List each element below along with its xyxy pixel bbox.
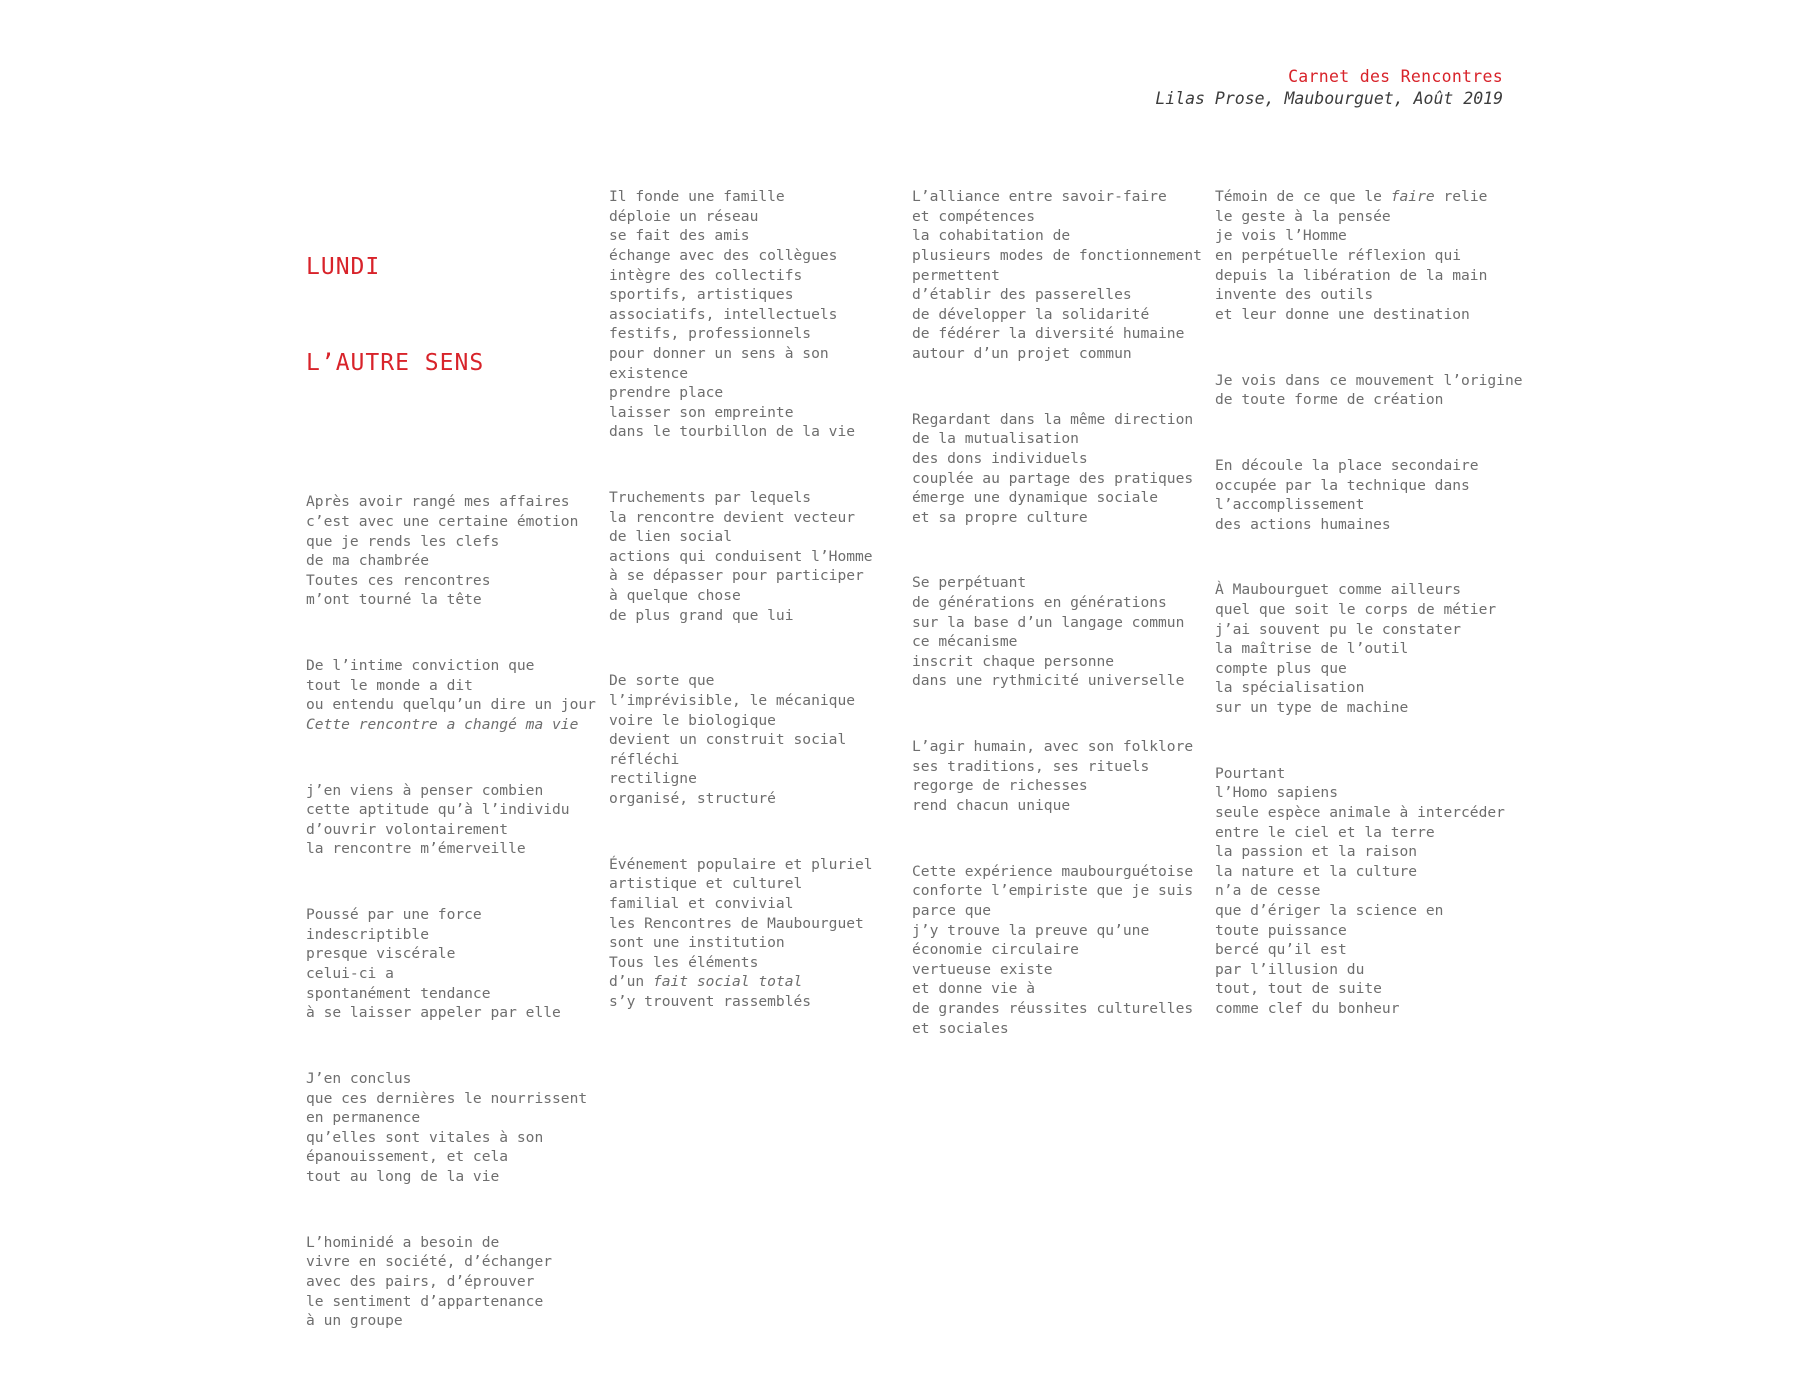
line: pour donner un sens à son — [609, 344, 829, 362]
line: à se laisser appeler par elle — [306, 1004, 561, 1022]
line: déploie un réseau — [609, 207, 759, 225]
line: épanouissement, et cela — [306, 1148, 509, 1166]
line: Tous les éléments — [609, 953, 759, 971]
line: rectiligne — [609, 770, 697, 788]
line: la rencontre m’émerveille — [306, 840, 526, 858]
line: à un groupe — [306, 1312, 403, 1330]
line: J’en conclus — [306, 1070, 412, 1087]
line: à quelque chose — [609, 587, 741, 605]
stanza — [1215, 580, 1518, 717]
edition-line: Lilas Prose, Maubourguet, Août 2019 — [1155, 89, 1503, 108]
line: de plus grand que lui — [609, 606, 794, 624]
line: réfléchi — [609, 750, 680, 768]
line: et sa propre culture — [912, 508, 1088, 526]
italic-word: faire — [1390, 188, 1435, 206]
mixed-line — [609, 972, 912, 992]
line: de la mutualisation — [912, 430, 1079, 448]
line: s’y trouvent rassemblés — [609, 992, 812, 1010]
line: autour d’un projet commun — [912, 344, 1132, 362]
line: tout le monde a dit — [306, 676, 473, 694]
line: se fait des amis — [609, 227, 750, 245]
line: et compétences — [912, 207, 1036, 225]
line: d’établir des passerelles — [912, 286, 1132, 304]
line: que ces dernières le nourrissent — [306, 1089, 588, 1107]
page-header — [1155, 66, 1503, 110]
poem-columns — [306, 148, 1523, 1377]
line: de toute forme de création — [1215, 391, 1444, 409]
line: regorge de richesses — [912, 777, 1088, 795]
stanza — [912, 410, 1215, 528]
line: inscrit chaque personne — [912, 652, 1115, 670]
line: entre le ciel et la terre — [1215, 823, 1435, 841]
line: n’a de cesse — [1215, 882, 1321, 900]
line: c’est avec une certaine émotion — [306, 512, 579, 530]
line: tout au long de la vie — [306, 1167, 500, 1185]
line: Poussé par une force — [306, 906, 482, 924]
column-3 — [912, 148, 1215, 1377]
title-subtitle: L’AUTRE SENS — [306, 350, 485, 377]
line: le geste à la pensée — [1215, 207, 1391, 225]
line: je vois l’Homme — [1215, 227, 1347, 245]
line: ou entendu quelqu’un dire un jour — [306, 696, 596, 714]
stanza — [306, 492, 609, 610]
line: la maîtrise de l’outil — [1215, 640, 1409, 658]
line: L’alliance entre savoir-faire — [912, 188, 1167, 206]
line: bercé qu’il est — [1215, 941, 1347, 959]
line: dans une rythmicité universelle — [912, 672, 1185, 690]
italic-phrase: fait social total — [652, 973, 803, 991]
line: Regardant dans la même direction — [912, 410, 1194, 428]
line: j’en viens à penser combien — [306, 781, 544, 799]
line: sportifs, artistiques — [609, 286, 794, 304]
line: économie circulaire — [912, 941, 1079, 959]
line: rend chacun unique — [912, 797, 1071, 814]
line: De l’intime conviction que — [306, 657, 535, 675]
line: Après avoir rangé mes affaires — [306, 493, 570, 511]
line: ses traditions, ses rituels — [912, 757, 1150, 775]
line: festifs, professionnels — [609, 325, 812, 343]
text-part: relie — [1434, 188, 1488, 206]
line: invente des outils — [1215, 286, 1374, 304]
line: celui-ci a — [306, 965, 394, 983]
line: d’ouvrir volontairement — [306, 820, 509, 838]
line: L’agir humain, avec son folklore — [912, 738, 1194, 756]
line: conforte l’empiriste que je suis — [912, 882, 1194, 900]
line: qu’elles sont vitales à son — [306, 1128, 544, 1146]
line: des actions humaines — [1215, 515, 1391, 533]
poem-title — [306, 187, 609, 443]
line: le sentiment d’appartenance — [306, 1292, 544, 1310]
line: des dons individuels — [912, 449, 1088, 467]
line: échange avec des collègues — [609, 246, 838, 264]
line: presque viscérale — [306, 945, 456, 963]
line: actions qui conduisent l’Homme — [609, 547, 873, 565]
line: par l’illusion du — [1215, 960, 1365, 978]
stanza — [306, 905, 609, 1023]
italic-line: Cette rencontre a changé ma vie — [306, 715, 579, 733]
line: Se perpétuant — [912, 574, 1027, 592]
line: intègre des collectifs — [609, 266, 803, 284]
stanza — [609, 488, 912, 625]
line: de grandes réussites culturelles — [912, 999, 1194, 1017]
title-day: LUNDI — [306, 254, 381, 281]
line: associatifs, intellectuels — [609, 305, 838, 323]
stanza — [912, 862, 1215, 1038]
line: permettent — [912, 266, 1000, 284]
line: Toutes ces rencontres — [306, 571, 491, 589]
line: et donne vie à — [912, 980, 1036, 998]
mixed-line — [1215, 187, 1518, 207]
line: de développer la solidarité — [912, 305, 1150, 323]
line: toute puissance — [1215, 921, 1347, 939]
line: l’imprévisible, le mécanique — [609, 692, 856, 710]
line: plusieurs modes de fonctionnement — [912, 246, 1202, 264]
line: et sociales — [912, 1019, 1009, 1037]
line: Il fonde une famille — [609, 188, 785, 206]
line: tout, tout de suite — [1215, 980, 1382, 998]
stanza — [609, 187, 912, 442]
line: et leur donne une destination — [1215, 305, 1470, 323]
line: À Maubourguet comme ailleurs — [1215, 581, 1462, 599]
line: dans le tourbillon de la vie — [609, 423, 856, 441]
line: existence — [609, 364, 689, 382]
stanza — [1215, 371, 1523, 410]
line: j’y trouve la preuve qu’une — [912, 921, 1150, 939]
stanza — [306, 781, 609, 859]
line: Je vois dans ce mouvement l’origine — [1215, 371, 1523, 389]
line: De sorte que — [609, 672, 715, 690]
line: avec des pairs, d’éprouver — [306, 1272, 535, 1290]
line: de ma chambrée — [306, 552, 430, 570]
line: comme clef du bonheur — [1215, 999, 1400, 1017]
column-2 — [609, 148, 912, 1377]
stanza — [912, 187, 1215, 363]
line: depuis la libération de la main — [1215, 266, 1488, 284]
line: voire le biologique — [609, 711, 776, 729]
line: la cohabitation de — [912, 227, 1071, 245]
line: quel que soit le corps de métier — [1215, 601, 1497, 619]
stanza — [912, 737, 1215, 815]
line: laisser son empreinte — [609, 403, 794, 421]
line: en permanence — [306, 1109, 421, 1127]
line: parce que — [912, 901, 992, 919]
line: la nature et la culture — [1215, 862, 1418, 880]
line: spontanément tendance — [306, 984, 491, 1002]
line: de lien social — [609, 528, 733, 546]
line: en perpétuelle réflexion qui — [1215, 246, 1462, 264]
stanza — [912, 573, 1215, 691]
line: de fédérer la diversité humaine — [912, 325, 1185, 343]
stanza — [609, 671, 912, 808]
line: j’ai souvent pu le constater — [1215, 620, 1462, 638]
stanza — [1215, 764, 1518, 1019]
line: m’ont tourné la tête — [306, 591, 482, 609]
line: sur un type de machine — [1215, 699, 1409, 717]
line: cette aptitude qu’à l’individu — [306, 801, 570, 819]
line: la passion et la raison — [1215, 843, 1418, 861]
line: l’accomplissement — [1215, 496, 1365, 514]
line: devient un construit social — [609, 731, 847, 749]
text-part: d’un — [609, 973, 653, 991]
line: compte plus que — [1215, 659, 1347, 677]
line: familial et convivial — [609, 894, 794, 912]
line: Cette expérience maubourguétoise — [912, 862, 1194, 880]
line: sont une institution — [609, 934, 785, 952]
text-part: Témoin de ce que le — [1215, 188, 1391, 206]
line: vivre en société, d’échanger — [306, 1253, 553, 1271]
line: que je rends les clefs — [306, 532, 500, 550]
line: organisé, structuré — [609, 790, 776, 807]
column-1 — [306, 148, 609, 1377]
line: L’hominidé a besoin de — [306, 1233, 500, 1251]
line: Truchements par lequels — [609, 489, 812, 507]
line: de générations en générations — [912, 594, 1167, 612]
line: la spécialisation — [1215, 679, 1365, 697]
line: couplée au partage des pratiques — [912, 469, 1194, 487]
line: que d’ériger la science en — [1215, 901, 1444, 919]
journal-title: Carnet des Rencontres — [1288, 67, 1503, 86]
line: ce mécanisme — [912, 633, 1018, 651]
line: sur la base d’un langage commun — [912, 613, 1185, 631]
stanza — [306, 1069, 609, 1187]
line: émerge une dynamique sociale — [912, 489, 1159, 507]
line: seule espèce animale à intercéder — [1215, 804, 1505, 821]
column-4 — [1215, 148, 1523, 1377]
stanza — [1215, 187, 1518, 324]
line: Événement populaire et pluriel — [609, 855, 873, 873]
line: En découle la place secondaire — [1215, 456, 1479, 474]
line: indescriptible — [306, 925, 430, 943]
line: vertueuse existe — [912, 960, 1053, 978]
line: la rencontre devient vecteur — [609, 508, 856, 526]
line: occupée par la technique dans — [1215, 476, 1470, 494]
line: les Rencontres de Maubourguet — [609, 914, 864, 932]
stanza — [609, 855, 912, 1012]
line: prendre place — [609, 384, 724, 402]
line: à se dépasser pour participer — [609, 567, 864, 585]
stanza — [1215, 456, 1518, 534]
stanza — [306, 656, 609, 734]
line: artistique et culturel — [609, 875, 803, 893]
line: l’Homo sapiens — [1215, 784, 1339, 802]
stanza — [306, 1233, 609, 1331]
line: Pourtant — [1215, 764, 1286, 782]
